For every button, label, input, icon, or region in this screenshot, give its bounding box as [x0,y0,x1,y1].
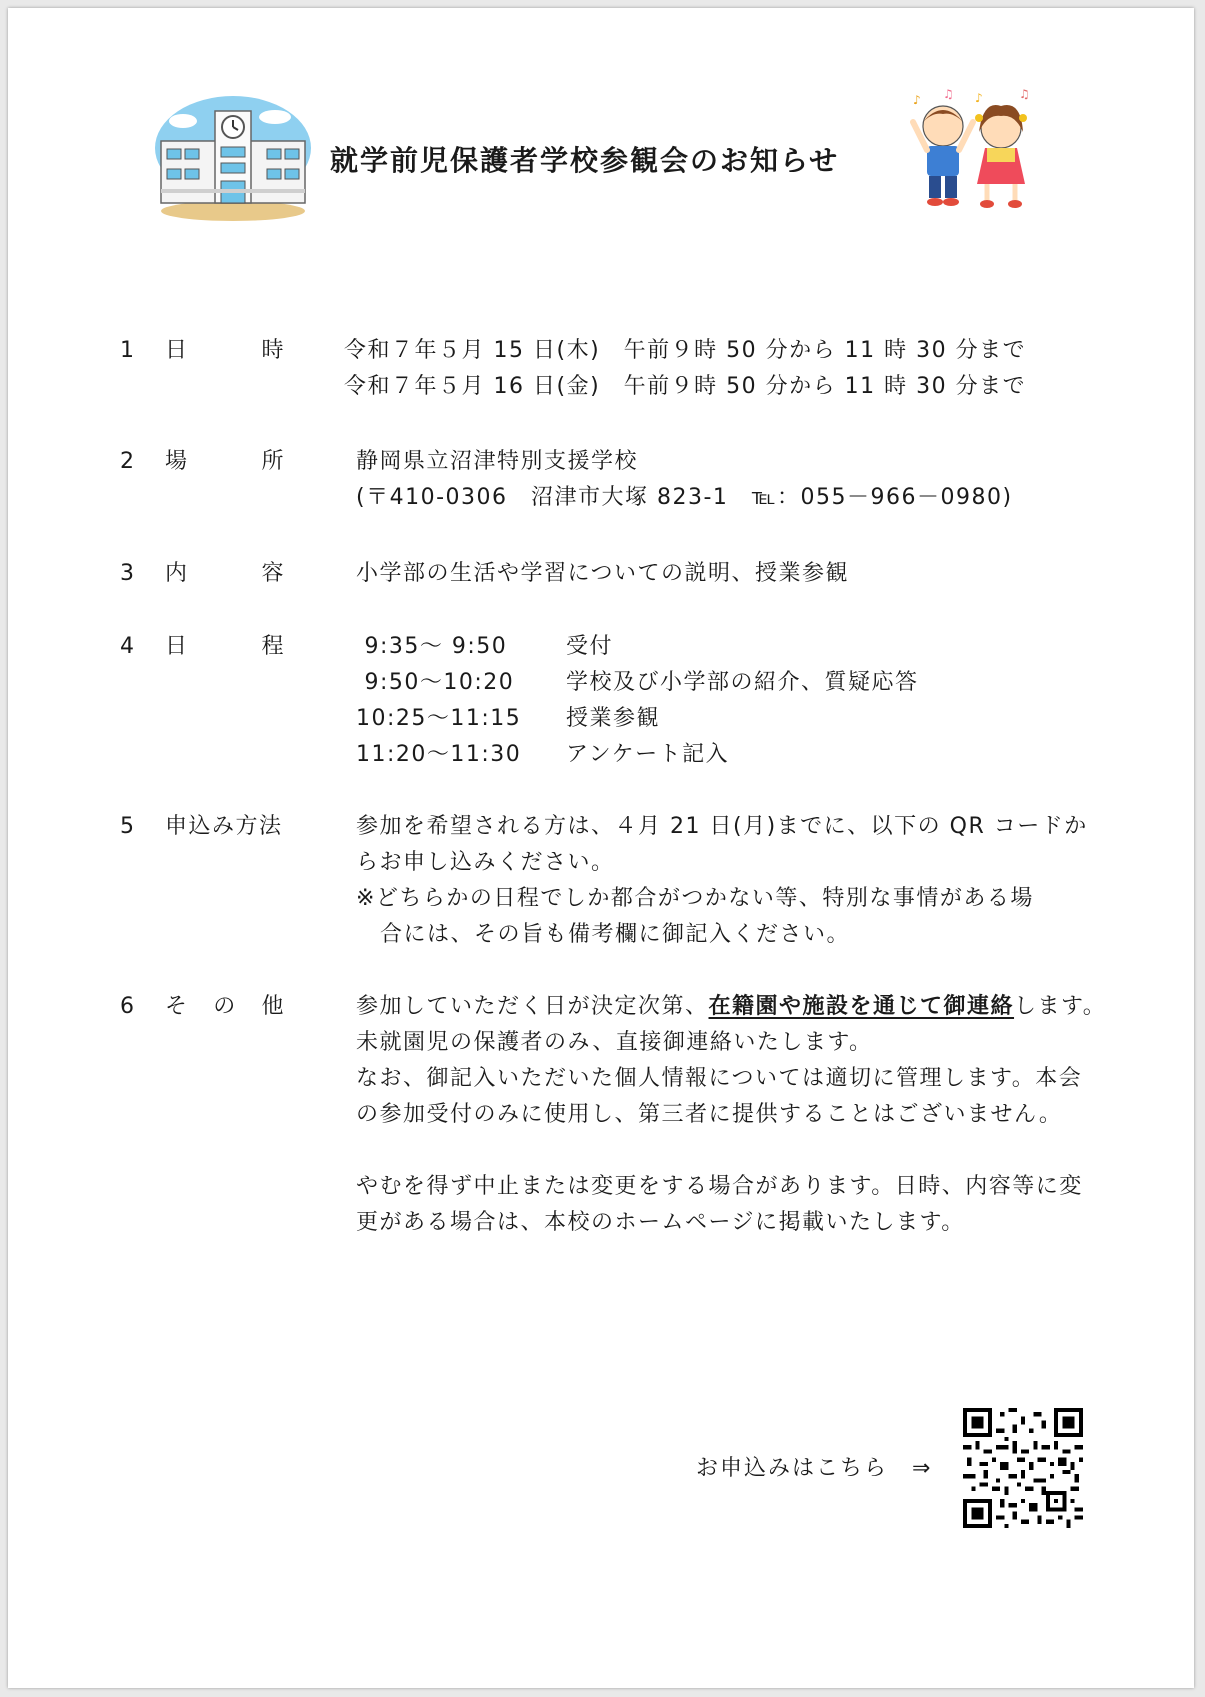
application-note-line: ※どちらかの日程でしか都合がつかない等、特別な事情がある場 [356,886,1034,911]
blank-line [356,1133,1116,1169]
svg-text:♫: ♫ [1019,88,1030,101]
section-label: 内 容 [165,561,285,586]
section-number: 4 [120,634,136,659]
other-text-line: 更がある場合は、本校のホームページに掲載いたします。 [356,1210,965,1235]
svg-text:♪: ♪ [913,93,921,107]
section-content [356,809,1116,953]
other-text-line: なお、御記入いただいた個人情報については適切に管理します。本会 [356,1066,1083,1091]
underlined-emphasis: 在籍園や施設を通じて御連絡 [708,994,1015,1019]
schedule-time: 9:50～10:20 [356,670,515,695]
schedule-activity: 受付 [566,634,614,659]
svg-text:♫: ♫ [943,88,954,101]
schedule-item [356,701,1116,737]
schedule-item [356,737,1116,773]
other-text-line: やむを得ず中止または変更をする場合があります。日時、内容等に変 [356,1174,1083,1199]
school-building-illustration [153,93,313,223]
section-number: 1 [120,338,136,363]
children-illustration [903,88,1038,218]
section-content [356,556,1116,592]
schedule-item [356,665,1116,701]
section-label: 申込み方法 [165,814,283,839]
section-content [344,333,1104,405]
apply-here-text: お申込みはこちら ⇒ [696,1456,933,1481]
schedule-activity: 授業参観 [566,706,661,731]
other-text-line: の参加受付のみに使用し、第三者に提供することはございません。 [356,1102,1063,1127]
application-text-line: 参加を希望される方は、４月 21 日(月)までに、以下の QR コードか [356,814,1088,839]
schedule-list [356,629,1116,773]
application-text-line: らお申し込みください。 [356,850,615,875]
schedule-time: 10:25～11:15 [356,706,522,731]
other-text-line: 参加していただく日が決定次第、在籍園や施設を通じて御連絡します。 [356,994,1107,1019]
date-line-2: 令和７年５月 16 日(金) 午前９時 50 分から 11 時 30 分まで [344,374,1027,399]
schedule-activity: 学校及び小学部の紹介、質疑応答 [566,670,919,695]
qr-code[interactable] [963,1408,1083,1528]
section-label: 日 時 [165,338,285,363]
schedule-activity: アンケート記入 [566,742,730,767]
schedule-time: 11:20～11:30 [356,742,522,767]
school-name: 静岡県立沼津特別支援学校 [356,449,639,474]
schedule-time: 9:35～ 9:50 [356,634,508,659]
section-number: 6 [120,994,136,1019]
header [8,8,1194,238]
section-label: 日 程 [165,634,285,659]
section-number: 2 [120,449,136,474]
section-number: 5 [120,814,136,839]
section-label: 場 所 [165,449,285,474]
section-content [356,989,1116,1241]
page-title: 就学前児保護者学校参観会のお知らせ [330,144,840,177]
school-address: (〒410-0306 沼津市大塚 823-1 ℡：055－966－0980) [356,485,1013,510]
other-text-line: 未就園児の保護者のみ、直接御連絡いたします。 [356,1030,873,1055]
document-page [8,8,1194,1688]
section-number: 3 [120,561,136,586]
svg-text:♪: ♪ [975,91,983,105]
date-line-1: 令和７年５月 15 日(木) 午前９時 50 分から 11 時 30 分まで [344,338,1027,363]
schedule-item [356,629,1116,665]
section-label: そ の 他 [165,994,285,1019]
contents-text: 小学部の生活や学習についての説明、授業参観 [356,561,850,586]
application-note-line: 合には、その旨も備考欄に御記入ください。 [380,922,851,947]
section-content [356,444,1116,516]
